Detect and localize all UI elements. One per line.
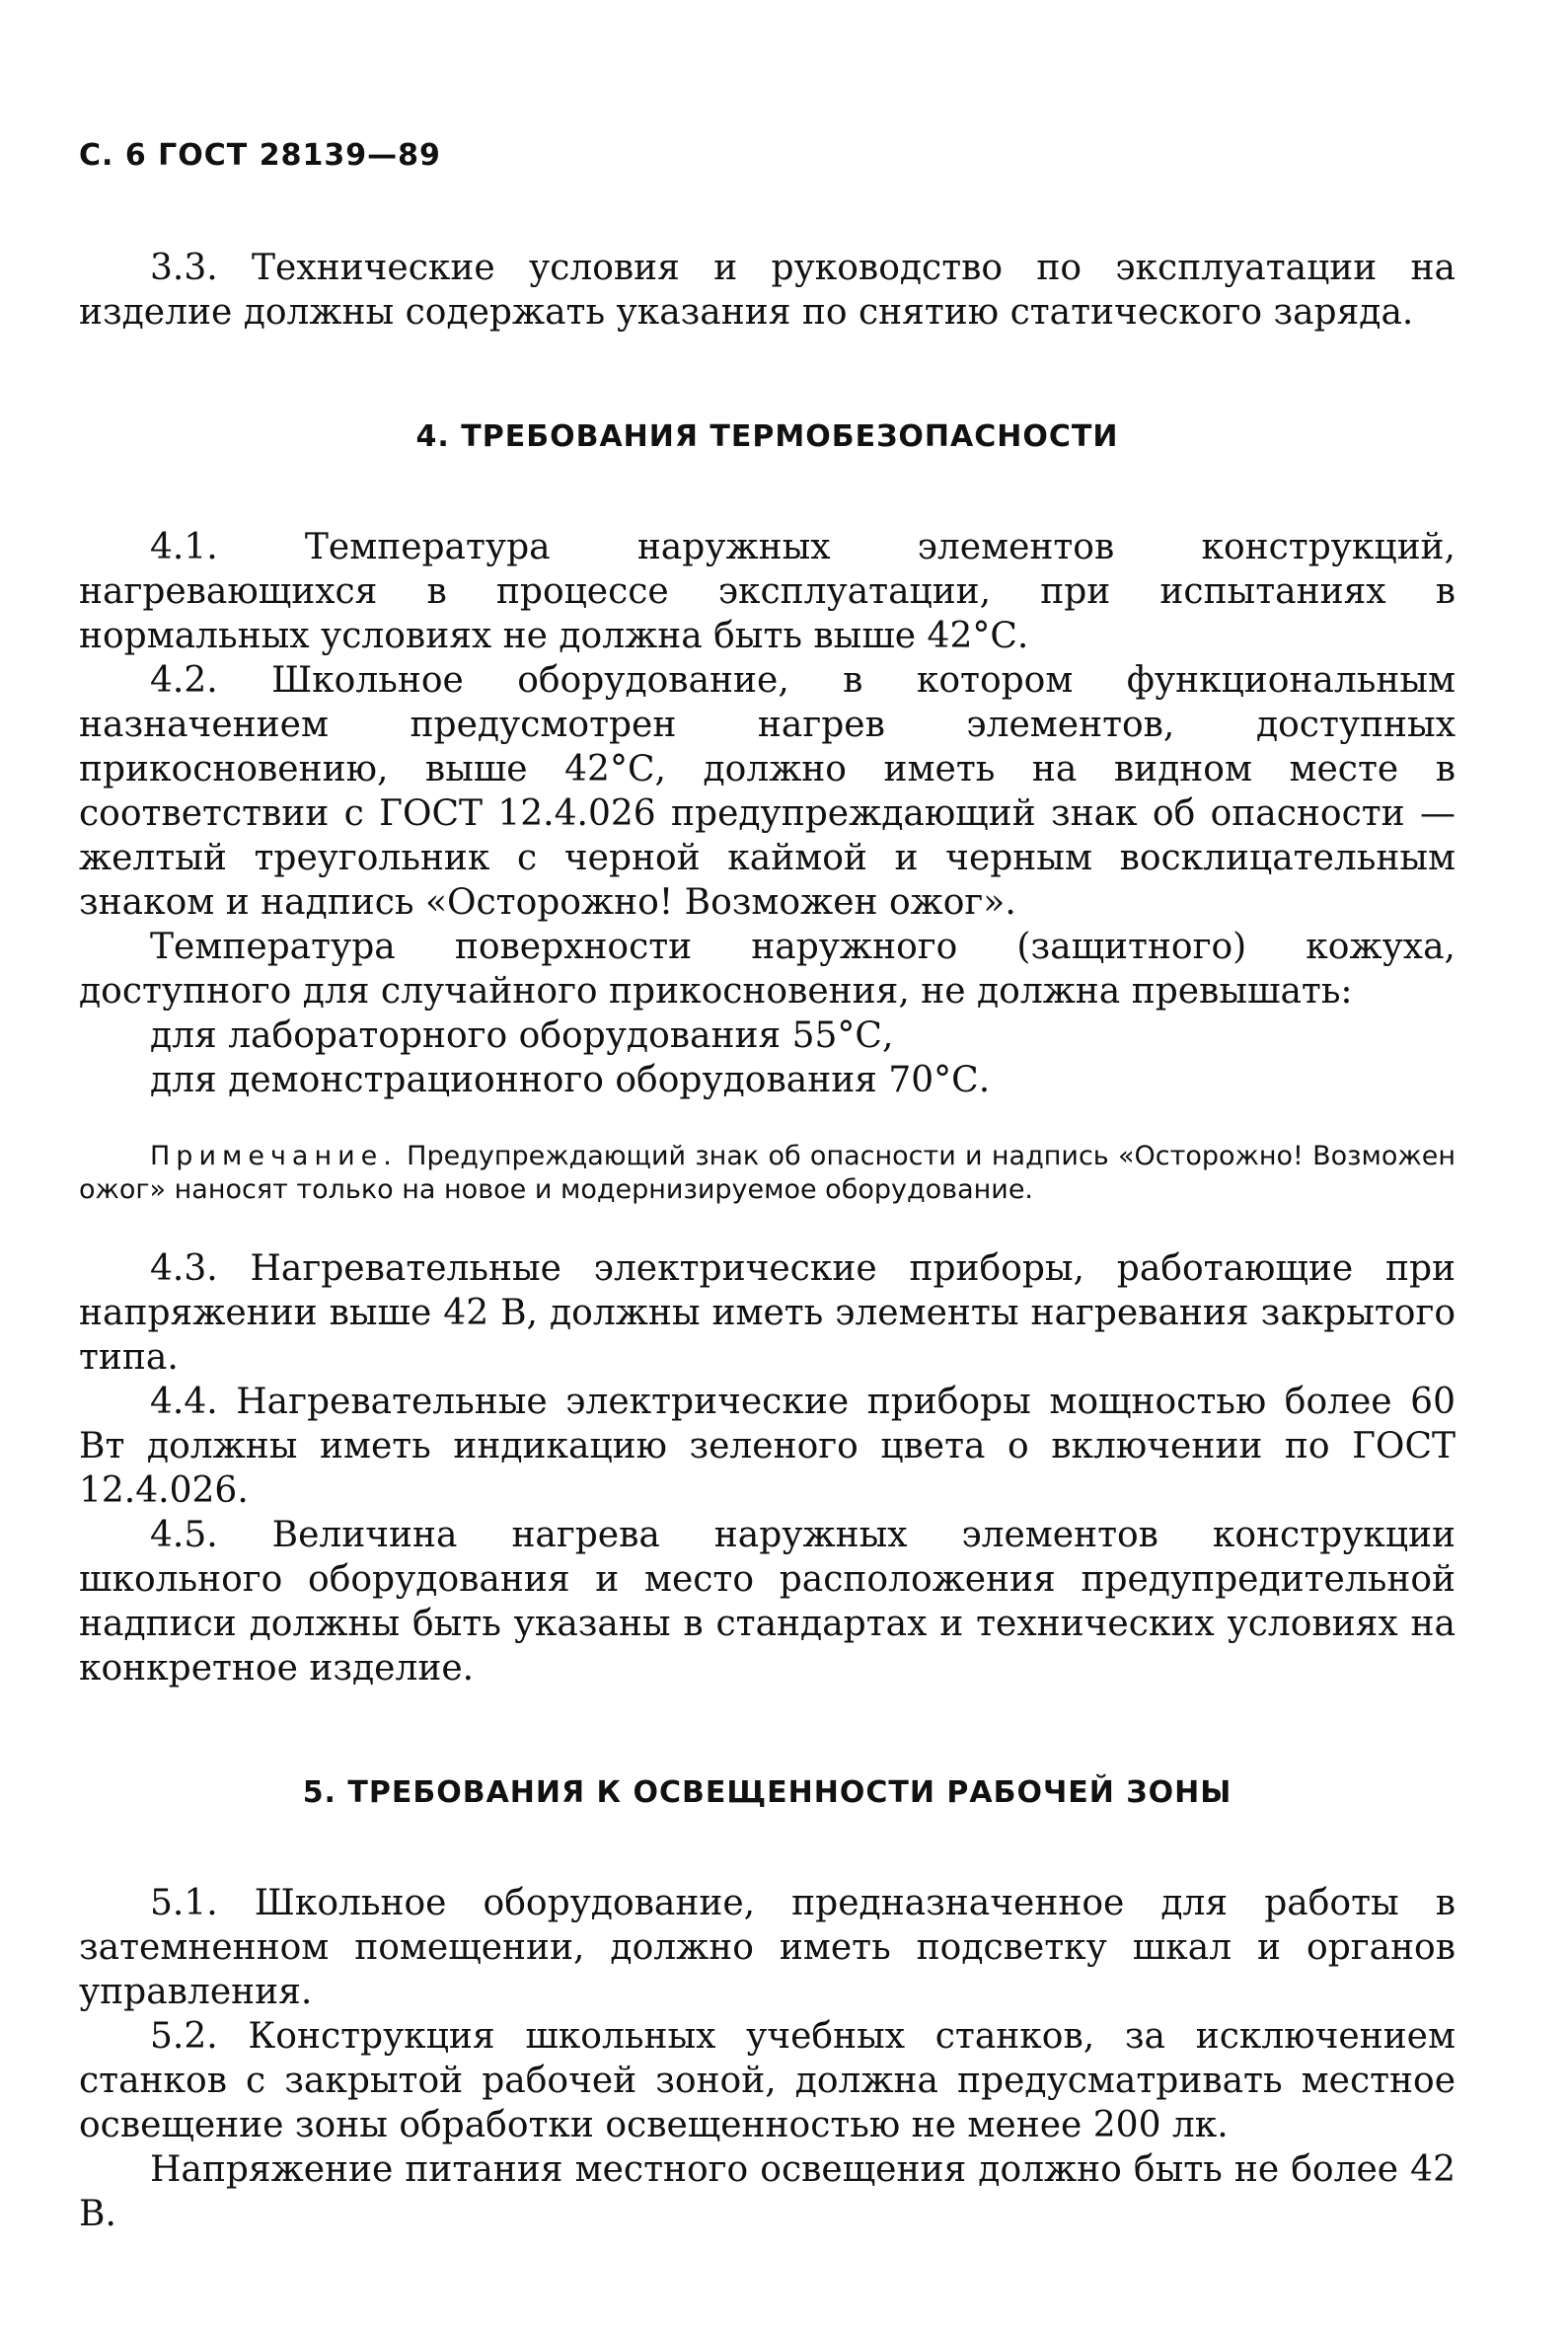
paragraph-3-3: 3.3. Технические условия и руководство по эксплуатации на изделие должны содержать указания по снятию статического заряда. xyxy=(79,248,1456,333)
paragraph-4-1: 4.1. Температура наружных элементов конструкций, нагревающихся в процессе эксплуатации, при испытаниях в нормальных условиях не должна быть выше 42°С. xyxy=(79,527,1456,656)
paragraph-4-4: 4.4. Нагревательные электрические приборы мощностью более 60 Вт должны иметь индикацию зеленого цвета о включении по ГОСТ 12.4.026. xyxy=(79,1382,1456,1511)
paragraph-surface-temperature: Температура поверхности наружного (защитного) кожуха, доступного для случайного прикосновения, не должна превышать: xyxy=(79,927,1456,1012)
running-head: С. 6 ГОСТ 28139—89 xyxy=(79,138,441,173)
section-5-heading: 5. ТРЕБОВАНИЯ К ОСВЕЩЕННОСТИ РАБОЧЕЙ ЗОНЫ xyxy=(302,1775,1232,1810)
paragraph-5-1: 5.1. Школьное оборудование, предназначенное для работы в затемненном помещении, должно иметь подсветку шкал и органов управления. xyxy=(79,1883,1456,2012)
note xyxy=(79,1140,1456,1207)
paragraph-4-3: 4.3. Нагревательные электрические приборы, работающие при напряжении выше 42 В, должны иметь элементы нагревания закрытого типа. xyxy=(79,1248,1456,1378)
paragraph-5-2: 5.2. Конструкция школьных учебных станков, за исключением станков с закрытой рабочей зоной, должна предусматривать местное освещение зоны обработки освещенностью не менее 200 лк. xyxy=(79,2016,1456,2145)
lab-equipment-limit: для лабораторного оборудования 55°С, xyxy=(150,1015,894,1056)
note-text: Предупреждающий знак об опасности и надпись «Осторожно! Возможен ожог» наносят только на новое и модернизируемое оборудование. xyxy=(79,1141,1456,1205)
paragraph-4-5: 4.5. Величина нагрева наружных элементов конструкции школьного оборудования и место расположения предупредительной надписи должны быть указаны в стандартах и технических условиях на конкретное изделие. xyxy=(79,1515,1456,1689)
document-page xyxy=(79,138,1456,2236)
paragraph-supply-voltage: Напряжение питания местного освещения должно быть не более 42 В. xyxy=(79,2149,1456,2234)
section-4-heading: 4. ТРЕБОВАНИЯ ТЕРМОБЕЗОПАСНОСТИ xyxy=(415,419,1119,454)
demo-equipment-limit: для демонстрационного оборудования 70°С. xyxy=(150,1060,991,1100)
note-label: Примечание. xyxy=(150,1141,398,1171)
paragraph-4-2: 4.2. Школьное оборудование, в котором функциональным назначением предусмотрен нагрев элементов, доступных прикосновению, выше 42°С, должно иметь на видном месте в соответствии с ГОСТ 12.4.026 предупреждающий знак об опасности — желтый треугольник с черной каймой и черным восклицательным знаком и надпись «Осторожно! Возможен ожог». xyxy=(79,660,1456,923)
